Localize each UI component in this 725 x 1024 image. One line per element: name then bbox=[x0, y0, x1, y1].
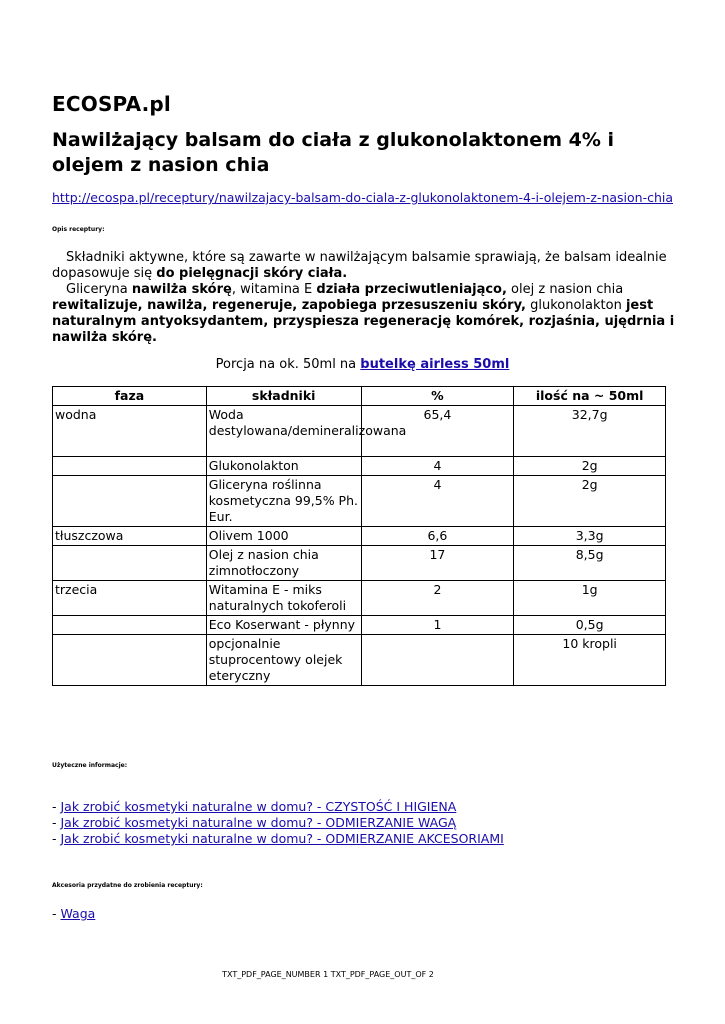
accessories-measuring-guide-link[interactable]: Jak zrobić kosmetyki naturalne w domu? - ODMIERZANIE AKCESORIAMI bbox=[60, 831, 504, 846]
desc-text: Składniki aktywne, które są zawarte w nawilżającym balsamie sprawiają, że balsam idealnie dopasowuje się bbox=[52, 250, 667, 281]
desc-bold: działa przeciwutleniająco, bbox=[316, 282, 507, 297]
portion-info bbox=[0, 357, 725, 372]
cell-phase: wodna bbox=[53, 406, 207, 457]
cell-percent: 17 bbox=[361, 546, 514, 581]
cell-phase bbox=[53, 635, 207, 686]
desc-bold: nawilża skórę bbox=[131, 282, 232, 297]
cell-amount: 3,3g bbox=[514, 527, 666, 546]
table-row bbox=[53, 616, 666, 635]
cell-percent: 65,4 bbox=[361, 406, 514, 457]
cell-amount: 10 kropli bbox=[514, 635, 666, 686]
recipe-url-link[interactable]: http://ecospa.pl/receptury/nawilzajacy-balsam-do-ciala-z-glukonolaktonem-4-i-olejem-z-nasion-chia bbox=[52, 190, 674, 205]
desc-text: olej z nasion chia bbox=[506, 282, 624, 297]
list-item bbox=[52, 815, 504, 831]
table-header-row bbox=[53, 387, 666, 406]
cell-ingredient: Olivem 1000 bbox=[206, 527, 361, 546]
recipe-description bbox=[52, 250, 682, 346]
bullet-dash: - bbox=[52, 815, 61, 830]
cell-phase bbox=[53, 546, 207, 581]
cell-phase: trzecia bbox=[53, 581, 207, 616]
cell-percent bbox=[361, 635, 514, 686]
cell-ingredient: Glukonolakton bbox=[206, 457, 361, 476]
desc-text: , witamina E bbox=[231, 282, 317, 297]
table-row bbox=[53, 581, 666, 616]
header-ingredient: składniki bbox=[206, 387, 361, 406]
table-row bbox=[53, 457, 666, 476]
table-row bbox=[53, 635, 666, 686]
cell-phase bbox=[53, 616, 207, 635]
cell-amount: 8,5g bbox=[514, 546, 666, 581]
cell-phase: tłuszczowa bbox=[53, 527, 207, 546]
header-phase: faza bbox=[53, 387, 207, 406]
description-paragraph-1 bbox=[52, 250, 682, 282]
cell-amount: 0,5g bbox=[514, 616, 666, 635]
recipe-title: Nawilżający balsam do ciała z glukonolaktonem 4% i olejem z nasion chia bbox=[52, 129, 614, 176]
cell-amount: 2g bbox=[514, 476, 666, 527]
cell-ingredient: Witamina E - miks naturalnych tokoferoli bbox=[206, 581, 361, 616]
description-paragraph-2 bbox=[52, 282, 682, 346]
brand-title: ECOSPA.pl bbox=[52, 92, 171, 116]
table-row bbox=[53, 406, 666, 457]
cell-amount: 2g bbox=[514, 457, 666, 476]
page-footer: TXT_PDF_PAGE_NUMBER 1 TXT_PDF_PAGE_OUT_OF 2 bbox=[222, 970, 434, 979]
cell-amount: 32,7g bbox=[514, 406, 666, 457]
portion-text: Porcja na ok. 50ml na bbox=[215, 357, 361, 372]
table-row bbox=[53, 546, 666, 581]
scale-link[interactable]: Waga bbox=[60, 906, 96, 921]
header-percent: % bbox=[361, 387, 514, 406]
desc-text: glukonolakton bbox=[525, 298, 626, 313]
bullet-dash: - bbox=[52, 799, 61, 814]
cell-ingredient: Eco Koserwant - płynny bbox=[206, 616, 361, 635]
desc-bold: rewitalizuje, nawilża, regeneruje, zapobiega przesuszeniu skóry, bbox=[52, 298, 526, 313]
cell-percent: 6,6 bbox=[361, 527, 514, 546]
cell-ingredient: Gliceryna roślinna kosmetyczna 99,5% Ph. Eur. bbox=[206, 476, 361, 527]
list-item bbox=[52, 799, 504, 815]
table-row bbox=[53, 476, 666, 527]
ingredients-table bbox=[52, 386, 666, 686]
cell-ingredient: opcjonalnie stuprocentowy olejek eteryczny bbox=[206, 635, 361, 686]
list-item bbox=[52, 831, 504, 847]
airless-bottle-link[interactable]: butelkę airless 50ml bbox=[360, 357, 510, 372]
bullet-dash: - bbox=[52, 831, 61, 846]
cell-phase bbox=[53, 457, 207, 476]
cell-amount: 1g bbox=[514, 581, 666, 616]
desc-bold: do pielęgnacji skóry ciała. bbox=[156, 266, 348, 281]
cell-percent: 1 bbox=[361, 616, 514, 635]
hygiene-guide-link[interactable]: Jak zrobić kosmetyki naturalne w domu? - CZYSTOŚĆ I HIGIENA bbox=[60, 799, 457, 814]
weighing-guide-link[interactable]: Jak zrobić kosmetyki naturalne w domu? - ODMIERZANIE WAGĄ bbox=[60, 815, 457, 830]
cell-ingredient: Woda destylowana/demineralizowana bbox=[206, 406, 361, 457]
table-row bbox=[53, 527, 666, 546]
accessories-label: Akcesoria przydatne do zrobienia receptury: bbox=[52, 882, 203, 889]
cell-percent: 2 bbox=[361, 581, 514, 616]
useful-info-links bbox=[52, 799, 504, 847]
bullet-dash: - bbox=[52, 906, 61, 921]
header-amount: ilość na ~ 50ml bbox=[514, 387, 666, 406]
cell-percent: 4 bbox=[361, 457, 514, 476]
cell-phase bbox=[53, 476, 207, 527]
desc-text: Gliceryna bbox=[66, 282, 132, 297]
accessories-list bbox=[52, 906, 95, 921]
cell-ingredient: Olej z nasion chia zimnotłoczony bbox=[206, 546, 361, 581]
description-label: Opis receptury: bbox=[52, 226, 105, 233]
useful-info-label: Użyteczne informacje: bbox=[52, 762, 128, 769]
desc-bold: jest naturalnym antyoksydantem, przyspiesza regenerację komórek, rozjaśnia, ujędrnia i nawilża skórę. bbox=[52, 298, 675, 345]
cell-percent: 4 bbox=[361, 476, 514, 527]
